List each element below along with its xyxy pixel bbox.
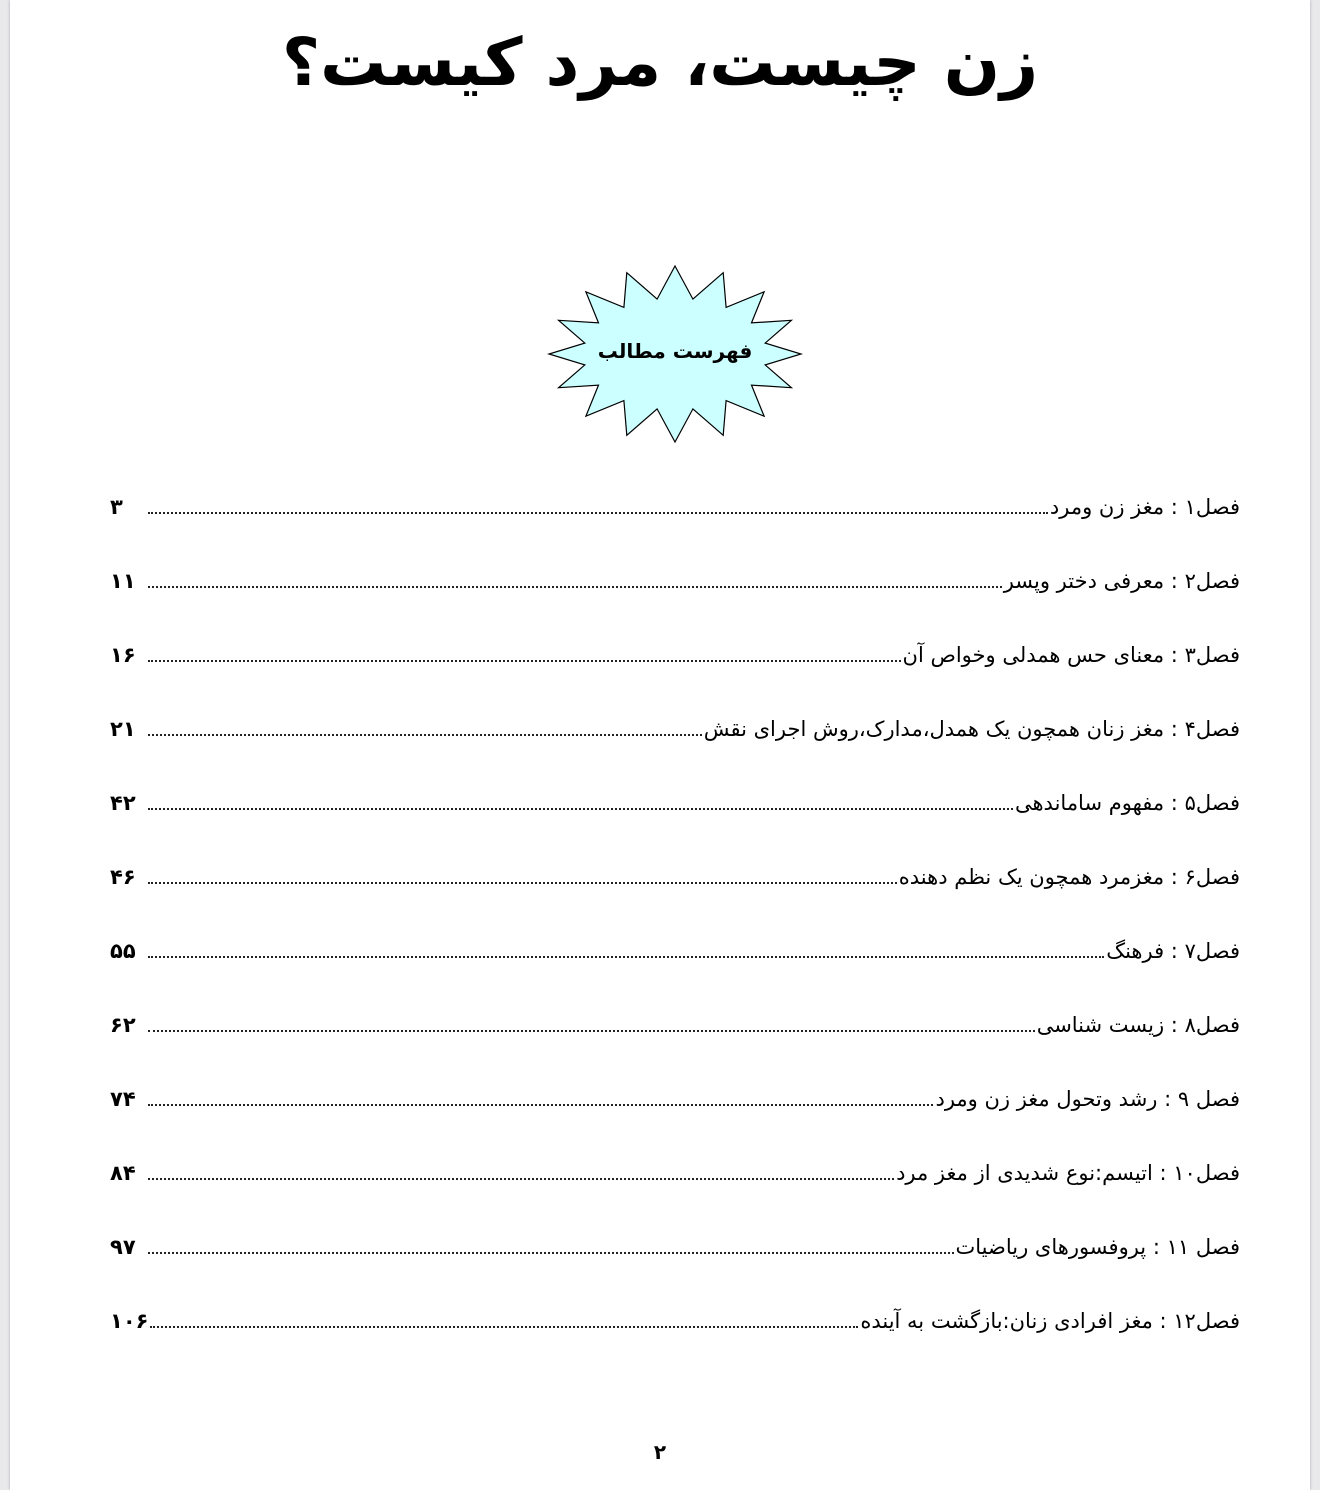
dot-leader	[148, 1030, 1035, 1032]
dot-leader	[148, 1104, 933, 1106]
toc-entry-title: فصل ۱۱ : پروفسورهای ریاضیات	[955, 1235, 1240, 1259]
toc-entry[interactable]	[110, 1062, 1240, 1136]
document-title: زن چیست، مرد کیست؟	[281, 24, 1039, 101]
toc-entry-title: فصل۲ : معرفی دختر وپسر	[1003, 569, 1240, 593]
toc-entry-title: فصل۱۲ : مغز افرادی زنان:بازگشت به آینده	[860, 1309, 1240, 1333]
toc-entry-page-number: ۸۴	[110, 1161, 136, 1185]
toc-entry[interactable]	[110, 1284, 1240, 1358]
toc-entry-page-number: ۱۰۶	[110, 1309, 149, 1333]
table-of-contents-badge	[544, 264, 806, 444]
dot-leader	[148, 660, 901, 662]
toc-entry[interactable]	[110, 470, 1240, 544]
toc-entry-title: فصل۷ : فرهنگ	[1106, 939, 1240, 963]
toc-entry[interactable]	[110, 840, 1240, 914]
toc-entry-page-number: ۱۶	[110, 643, 136, 667]
toc-entry[interactable]	[110, 988, 1240, 1062]
toc-entry[interactable]	[110, 692, 1240, 766]
dot-leader	[148, 586, 1002, 588]
toc-entry[interactable]	[110, 1210, 1240, 1284]
toc-entry-page-number: ۳	[110, 495, 123, 519]
toc-entry[interactable]	[110, 1136, 1240, 1210]
toc-entry-page-number: ۷۴	[110, 1087, 136, 1111]
document-page	[10, 0, 1310, 1490]
dot-leader	[148, 956, 1104, 958]
toc-entry[interactable]	[110, 618, 1240, 692]
toc-entry-page-number: ۶۲	[110, 1013, 136, 1037]
toc-entry-title: فصل۱ : مغز زن ومرد	[1049, 495, 1240, 519]
toc-entry-page-number: ۲۱	[110, 717, 136, 741]
page-number: ۲	[653, 1440, 667, 1464]
toc-entry[interactable]	[110, 544, 1240, 618]
dot-leader	[148, 1252, 954, 1254]
dot-leader	[148, 734, 702, 736]
toc-entry[interactable]	[110, 766, 1240, 840]
toc-entry-title: فصل۳ : معنای حس همدلی وخواص آن	[902, 643, 1240, 667]
table-of-contents-heading: فهرست مطالب	[597, 339, 753, 363]
toc-entry-title: فصل۸ : زیست شناسی	[1036, 1013, 1240, 1037]
toc-entry-title: فصل ۹ : رشد وتحول مغز زن ومرد	[935, 1087, 1240, 1111]
dot-leader	[148, 512, 1048, 514]
dot-leader	[148, 882, 897, 884]
table-of-contents	[110, 470, 1240, 1358]
dot-leader	[148, 1178, 894, 1180]
toc-entry-page-number: ۵۵	[110, 939, 136, 963]
toc-entry-page-number: ۴۲	[110, 791, 136, 815]
toc-entry-page-number: ۴۶	[110, 865, 136, 889]
toc-entry-title: فصل۶ : مغزمرد همچون یک نظم دهنده	[898, 865, 1240, 889]
toc-entry[interactable]	[110, 914, 1240, 988]
toc-entry-page-number: ۹۷	[110, 1235, 136, 1259]
toc-entry-title: فصل۱۰ : اتیسم:نوع شدیدی از مغز مرد	[896, 1161, 1240, 1185]
toc-entry-title: فصل۵ : مفهوم ساماندهی	[1014, 791, 1240, 815]
dot-leader	[148, 808, 1013, 810]
toc-entry-title: فصل۴ : مغز زنان همچون یک همدل،مدارک،روش اجرای نقش	[703, 717, 1240, 741]
dot-leader	[150, 1326, 858, 1328]
toc-entry-page-number: ۱۱	[110, 569, 136, 593]
